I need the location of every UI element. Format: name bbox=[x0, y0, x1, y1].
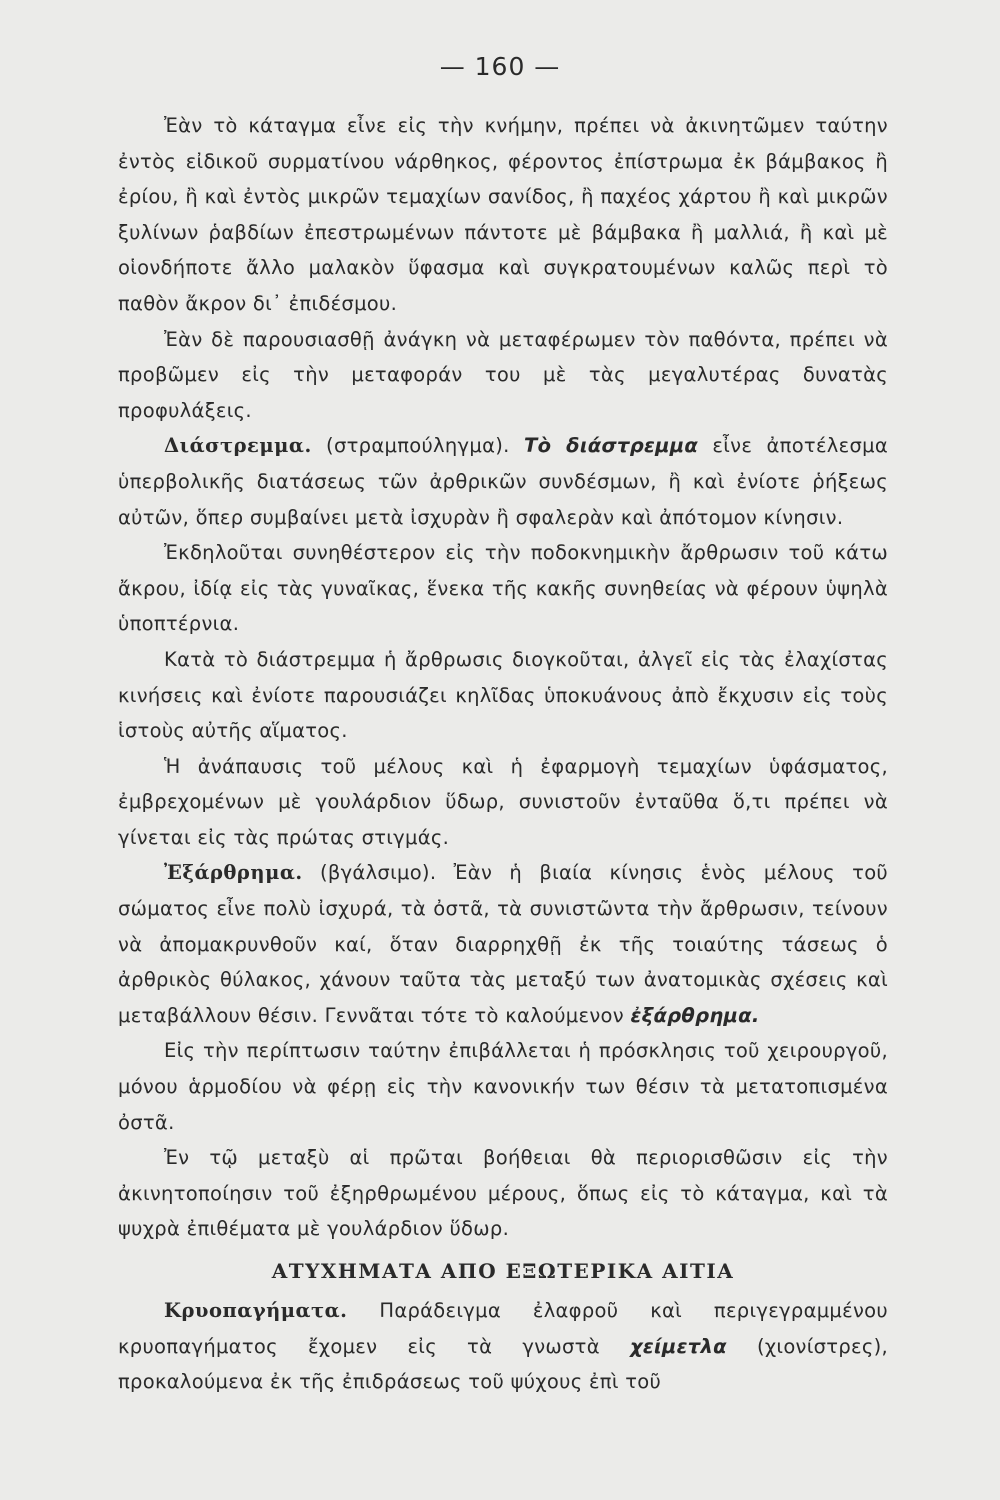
paragraph-fracture-leg: Ἐὰν τὸ κάταγμα εἶνε εἰς τὴν κνήμην, πρέπει νὰ ἀκινητῶμεν ταύτην ἐντὸς εἰδικοῦ συρματίνου νάρθηκος, φέροντος ἐπίστρωμα ἐκ βάμβακος ἢ ἐρίου, ἢ καὶ ἐντὸς μικρῶν τεμαχίων σανίδος, ἢ παχέος χάρτου ἢ καὶ μικρῶν ξυλίνων ῥαβδίων ἐπεστρωμένων πάντοτε μὲ βάμβακα ἢ μαλλιά, ἢ καὶ μὲ οἱονδήποτε ἄλλο μαλακὸν ὕφασμα καὶ συγκρατουμένων καλῶς περὶ τὸ παθὸν ἄκρον δι᾿ ἐπιδέσμου. bbox=[118, 114, 888, 315]
paragraph-transport: Ἐὰν δὲ παρουσιασθῇ ἀνάγκη νὰ μεταφέρωμεν τὸν παθόντα, πρέπει νὰ προβῶμεν εἰς τὴν μεταφοράν του μὲ τὰς μεγαλυτέρας δυνατὰς προφυλάξεις. bbox=[118, 327, 888, 422]
section-title: ΑΤΥΧΗΜΑΤΑ ΑΠΟ ΕΞΩΤΕΡΙΚΑ ΑΙΤΙΑ bbox=[271, 1259, 735, 1283]
paragraph-surgeon: Εἰς τὴν περίπτωσιν ταύτην ἐπιβάλλεται ἡ πρόσκλησις τοῦ χειρουργοῦ, μόνου ἁρμοδίου νὰ φέρῃ εἰς τὴν κανονικήν των θέσιν τὰ μετατοπισμένα ὀστᾶ. bbox=[118, 1039, 888, 1134]
sprain-definition: εἶνε ἀποτέλεσμα ὑπερβολικῆς διατάσεως τῶν ἀρθρικῶν συνδέσμων, ἢ καὶ ἐνίοτε ῥήξεως αὐτῶν, ὅπερ συμβαίνει μετὰ ἰσχυρὰν ἢ σφαλερὰν καὶ ἀπότομον κίνησιν. bbox=[118, 434, 889, 529]
page-number: — 160 — bbox=[439, 52, 561, 81]
dislocation-vernacular: (βγάλσιμο). bbox=[319, 861, 437, 885]
sprain-vernacular: (στραμπούληγμα). bbox=[326, 434, 510, 458]
page-body bbox=[118, 108, 888, 1400]
paragraph-dislocation bbox=[118, 855, 888, 1033]
paragraph-sprain-symptoms: Κατὰ τὸ διάστρεμμα ἡ ἄρθρωσις διογκοῦται, ἀλγεῖ εἰς τὰς ἐλαχίστας κινήσεις καὶ ἐνίοτε παρουσιάζει κηλῖδας ὑποκυάνους ἀπὸ ἔκχυσιν εἰς τοὺς ἱστοὺς αὐτῆς αἵματος. bbox=[118, 647, 888, 743]
frostbite-heading: Κρυοπαγήματα. bbox=[164, 1299, 348, 1322]
paragraph-first-aid: Ἐν τῷ μεταξὺ αἱ πρῶται βοήθειαι θὰ περιορισθῶσιν εἰς τὴν ἀκινητοποίησιν τοῦ ἐξηρθρωμένου μέρους, ὅπως εἰς τὸ κάταγμα, καὶ τὰ ψυχρὰ ἐπιθέματα μὲ γουλάρδιον ὕδωρ. bbox=[118, 1146, 888, 1241]
dislocation-term: ἐξάρθρημα. bbox=[630, 1003, 760, 1027]
chilblains-term: χείμετλα bbox=[630, 1334, 727, 1358]
frostbite-rest: (χιονίστρες), προκαλούμενα ἐκ τῆς ἐπιδράσεως τοῦ ψύχους ἐπὶ τοῦ bbox=[118, 1334, 889, 1394]
frostbite-text: Παράδειγμα ἐλαφροῦ καὶ περιγεγραμμένου κρυοπαγήματος ἔχομεν εἰς τὰ γνωστὰ bbox=[118, 1299, 888, 1358]
dislocation-heading: Ἐξάρθρημα. bbox=[164, 861, 303, 885]
dislocation-definition: Ἐὰν ἡ βιαία κίνησις ἑνὸς μέλους τοῦ σώματος εἶνε πολὺ ἰσχυρά, τὰ ὀστᾶ, τὰ συνιστῶντα τὴν ἄρθρωσιν, τείνουν νὰ ἀπομακρυνθοῦν καί, ὅταν διαρρηχθῇ ἐκ τῆς τοιαύτης τάσεως ὁ ἀρθρικὸς θύλακος, χάνουν ταῦτα τὰς μεταξύ των ἀνατομικὰς σχέσεις καὶ μεταβάλλουν θέσιν. Γεννᾶται τότε τὸ καλούμενον bbox=[118, 861, 889, 1027]
paragraph-sprain-treatment: Ἡ ἀνάπαυσις τοῦ μέλους καὶ ἡ ἐφαρμογὴ τεμαχίων ὑφάσματος, ἐμβρεχομένων μὲ γουλάρδιον ὕδωρ, συνιστοῦν ἐνταῦθα ὅ,τι πρέπει νὰ γίνεται εἰς τὰς πρώτας στιγμάς. bbox=[118, 754, 888, 849]
sprain-term: Τὸ διάστρεμμα bbox=[523, 434, 699, 458]
paragraph-frostbite bbox=[118, 1293, 888, 1400]
paragraph-sprain-location: Ἐκδηλοῦται συνηθέστερον εἰς τὴν ποδοκνημικὴν ἄρθρωσιν τοῦ κάτω ἄκρου, ἰδίᾳ εἰς τὰς γυναῖκας, ἕνεκα τῆς κακῆς συνηθείας νὰ φέρουν ὑψηλὰ ὑποπτέρνια. bbox=[118, 541, 888, 636]
sprain-heading: Διάστρεμμα. bbox=[164, 434, 312, 458]
paragraph-sprain bbox=[118, 428, 888, 535]
